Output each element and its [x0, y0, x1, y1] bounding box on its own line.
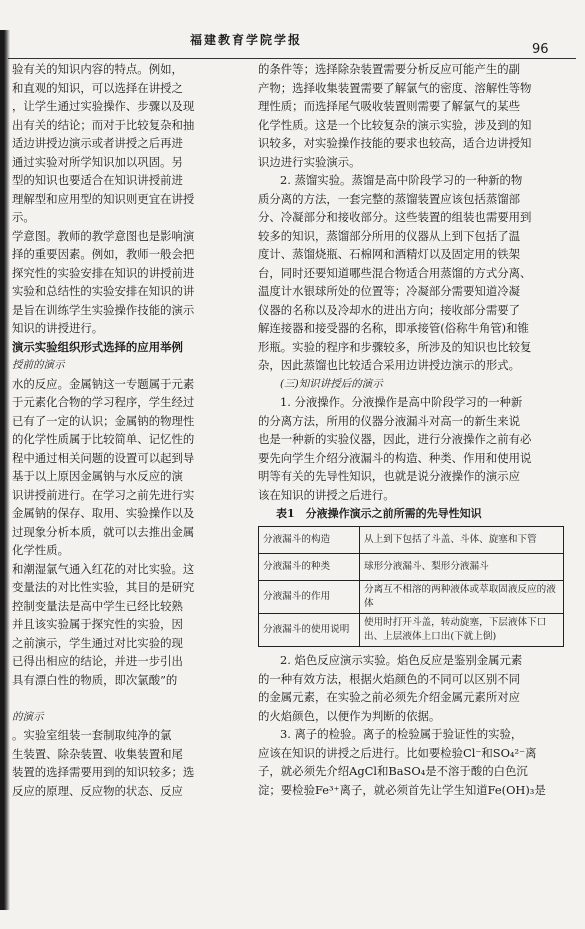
text-line: 验有关的知识内容的特点。例如，	[12, 62, 183, 76]
text-line: 探究性的实验安排在知识的讲授前进	[12, 265, 195, 280]
text-line: 产物；选择收集装置需要了解氯气的密度、溶解性等物	[258, 80, 532, 95]
right-column	[258, 60, 564, 799]
text-line: 控制变量法是高中学生已经比较熟	[12, 598, 183, 613]
text-line: 变量法的对比性实验，其目的是研究	[12, 580, 195, 594]
text-line: 子，就必须先介绍AgCl和BaSO₄是不溶于酸的白色沉	[258, 764, 528, 778]
table-key-cell: 分液漏斗的使用说明	[259, 614, 360, 647]
text-line: 解连接器和接受器的名称，即承接管(俗称牛角管)和锥	[258, 321, 529, 335]
text-line: 应该在知识的讲授之后进行。比如要检验Cl⁻和SO₄²⁻离	[258, 745, 537, 760]
text-line: 识讲授前进行。在学习之前先进行实	[12, 487, 195, 502]
text-line: 化学性质。这是一个比较复杂的演示实验，涉及到的知	[258, 117, 532, 132]
text-line: 的火焰颜色，以便作为判断的依据。	[258, 708, 441, 723]
text-line: 程中通过相关问题的设置可以起到导	[12, 450, 195, 465]
text-line: 示。	[12, 210, 35, 224]
text-line: 该在知识的讲授之后进行。	[258, 487, 395, 502]
text-line: 要先向学生介绍分液漏斗的构造、种类、作用和使用说	[258, 450, 532, 465]
text-line: 淀；要检验Fe³⁺离子，就必须首先让学生知道Fe(OH)₃是	[258, 782, 546, 797]
text-line: 仪器的名称以及冷却水的进出方向；接收部分需要了	[258, 302, 520, 317]
right-column-bottom	[258, 651, 564, 799]
text-line: 理性质；而选择尾气吸收装置则需要了解氯气的某些	[258, 99, 520, 113]
text-line: 生装置、除杂装置、收集装置和尾	[12, 746, 183, 761]
journal-title: 福建教育学院学报	[190, 33, 303, 47]
table-key-cell: 分液漏斗的作用	[259, 581, 360, 614]
text-line: 1. 分液操作。分液操作是高中阶段学习的一种新	[280, 395, 523, 409]
left-column	[12, 60, 242, 800]
text-line: 学意图。教师的教学意图也是影响演	[12, 228, 195, 243]
text-line: 的金属元素，在实验之前必须先介绍金属元素所对应	[258, 690, 520, 704]
text-line: 的演示	[12, 710, 44, 723]
text-line: 较多的知识，蒸馏部分所用的仪器从上到下包括了温	[258, 228, 520, 243]
text-line	[12, 689, 242, 708]
text-line: (三)知识讲授后的演示	[280, 377, 383, 390]
text-line: 理解型和应用型的知识则更宜在讲授	[12, 191, 195, 206]
table-value-cell: 球形分液漏斗、梨形分液漏斗	[360, 554, 564, 581]
text-line: 已得出相应的结论，并进一步引出	[12, 654, 183, 668]
text-line: 的化学性质属于比较简单、记忆性的	[12, 432, 195, 446]
text-line: 并且该实验属于探究性的实验，因	[12, 617, 183, 631]
text-line: 之前演示，学生通过对比实验的现	[12, 635, 183, 650]
table-key-cell: 分液漏斗的构造	[259, 527, 360, 554]
text-line: 适边讲授边演示或者讲授之后再进	[12, 136, 183, 150]
text-line: 择的重要因素。例如，教师一般会把	[12, 247, 195, 261]
binding-shadow	[0, 30, 10, 910]
table-row	[259, 581, 564, 614]
table-caption: 表1 分液操作演示之前所需的先导性知识	[276, 507, 482, 520]
text-line: 也是一种新的实验仪器，因此，进行分液操作之前有必	[258, 432, 532, 446]
page-header	[0, 28, 585, 58]
text-line: 和直观的知识，可以选择在讲授之	[12, 80, 183, 95]
text-line: 度计、蒸馏烧瓶、石棉网和酒精灯以及固定用的铁架	[258, 247, 520, 261]
table-value-cell: 从上到下包括了斗盖、斗体、旋塞和下管	[360, 527, 564, 554]
text-line: 基于以上原因金属钠与水反应的演	[12, 469, 183, 483]
text-line: 台，同时还要知道哪些混合物适合用蒸馏的方式分离、	[258, 265, 532, 280]
text-line: 过现象分析本质，就可以去推出金属	[12, 524, 195, 539]
text-line: 于元素化合物的学习程序，学生经过	[12, 395, 195, 409]
text-line: 已有了一定的认识；金属钠的物理性	[12, 413, 195, 428]
table-key-cell: 分液漏斗的种类	[259, 554, 360, 581]
text-line: 分、冷凝部分和接收部分。这些装置的组装也需要用到	[258, 210, 532, 224]
text-line: 2. 蒸馏实验。蒸馏是高中阶段学习的一种新的物	[280, 173, 523, 187]
right-column-top	[258, 60, 564, 504]
text-line: 2. 焰色反应演示实验。焰色反应是鉴别金属元素	[280, 653, 523, 667]
text-line: 的一种有效方法，根据火焰颜色的不同可以区别不同	[258, 671, 520, 686]
header-rule	[8, 58, 576, 59]
text-line: 通过实验对所学知识加以巩固。另	[12, 154, 183, 169]
page-number: 96	[532, 42, 549, 57]
table-value-cell: 使用时打开斗盖，转动旋塞，下层液体下口出、上层液体上口出(下就上倒)	[360, 614, 564, 647]
text-line: 装置的选择需要用到的知识较多；选	[12, 765, 195, 779]
text-line: 水的反应。金属钠这一专题属于元素	[12, 376, 195, 391]
text-line: 和潮湿氯气通入红花的对比实验。这	[12, 561, 195, 576]
text-line: 授前的演示	[12, 359, 65, 371]
text-line: ，让学生通过实验操作、步骤以及现	[12, 99, 195, 113]
table-value-cell: 分离互不相溶的两种液体或萃取固液反应的液体	[360, 581, 564, 614]
prerequisite-knowledge-table	[258, 526, 564, 647]
table-row	[259, 614, 564, 647]
text-line: 知识的讲授进行。	[12, 321, 104, 335]
table-row	[259, 527, 564, 554]
text-line: 杂，因此蒸馏也比较适合采用边讲授边演示的形式。	[258, 358, 520, 372]
text-line: 形瓶。实验的程序和步骤较多，所涉及的知识也比较复	[258, 339, 532, 354]
text-line: 化学性质。	[12, 543, 69, 557]
text-line: 具有漂白性的物质，即次氯酸”的	[12, 672, 178, 687]
text-line: 反应的原理、反应物的状态、反应	[12, 783, 183, 798]
text-line: 明等有关的先导性知识，也就是说分液操作的演示应	[258, 469, 520, 483]
text-line: 3. 离子的检验。离子的检验属于验证性的实验，	[280, 727, 523, 741]
text-line: 型的知识也要适合在知识讲授前进	[12, 173, 183, 187]
text-line: 识较多，对实验操作技能的要求也较高，适合边讲授知	[258, 136, 532, 150]
text-line: 实验和总结性的实验安排在知识的讲	[12, 284, 195, 298]
table-row	[259, 554, 564, 581]
text-line: 的条件等；选择除杂装置需要分析反应可能产生的副	[258, 62, 520, 76]
text-line: 的分离方法，所用的仪器分液漏斗对高一的新生来说	[258, 413, 520, 428]
text-line: 质分离的方法，一套完整的蒸馏装置应该包括蒸馏部	[258, 191, 520, 206]
text-line: 出有关的结论；而对于比较复杂和抽	[12, 117, 195, 132]
text-line: 。实验室组装一套制取纯净的氯	[12, 728, 172, 742]
text-line: 温度计水银球所处的位置等；冷凝部分需要知道冷凝	[258, 284, 520, 298]
text-line: 演示实验组织形式选择的应用举例	[12, 339, 183, 354]
text-line: 识边进行实验演示。	[258, 154, 361, 169]
text-line: 是旨在训练学生实验操作技能的演示	[12, 302, 195, 317]
text-line: 金属钠的保存、取用、实验操作以及	[12, 506, 195, 520]
